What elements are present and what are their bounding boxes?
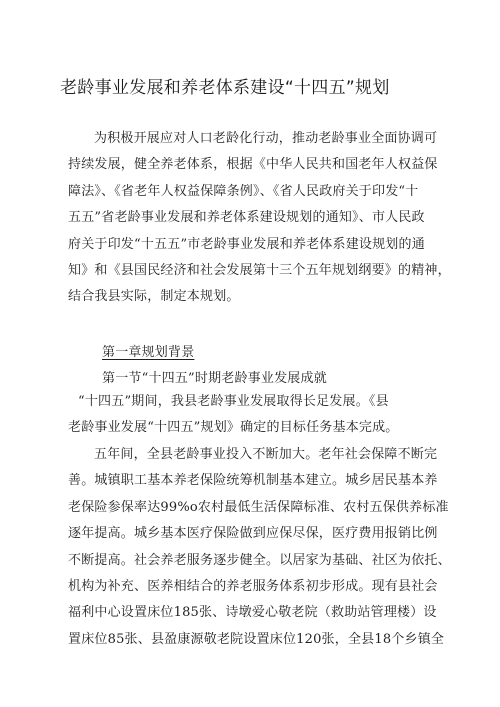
intro-line-5: 府关于印发“十五五”市老龄事业发展和养老体系建设规划的通 xyxy=(68,236,425,252)
intro-line-4: 五五”省老龄事业发展和养老体系建设规划的通知》、市人民政 xyxy=(68,210,425,226)
achievement-paragraph xyxy=(68,389,446,442)
para2-line-8: 置床位85张、县盈康源敬老院设置床位120张，全县18个乡镇全 xyxy=(68,631,445,647)
intro-line-7: 结合我县实际，制定本规划。 xyxy=(68,289,240,305)
document-title: 老龄事业发展和养老体系建设“十四五”规划 xyxy=(60,78,390,98)
section-heading: 第一节“十四五”时期老龄事业发展成就 xyxy=(102,371,327,386)
para1-line-1: “十四五”期间，我县老龄事业发展取得长足发展。《县 xyxy=(78,394,389,409)
intro-line-3: 障法》、《省老年人权益保障条例》、《省人民政府关于印发“十 xyxy=(68,183,419,199)
investment-paragraph xyxy=(68,442,451,653)
chapter-heading: 第一章规划背景 xyxy=(102,345,195,360)
intro-line-6: 知》和《县国民经济和社会发展第十三个五年规划纲要》的精神， xyxy=(68,262,451,278)
para2-line-1: 五年间，全县老龄事业投入不断加大。老年社会保障不断完 xyxy=(94,447,438,462)
para2-line-7: 福利中心设置床位185张、诗墩爱心敬老院（救助站管理楼）设 xyxy=(68,605,437,621)
intro-paragraph xyxy=(68,126,451,311)
para2-line-4: 逐年提高。城乡基本医疗保险做到应保尽保，医疗费用报销比例 xyxy=(68,526,438,542)
para2-line-3: 老保险参保率达99%o农村最低生活保障标准、农村五保供养标准 xyxy=(68,499,449,515)
intro-line-2: 持续发展，健全养老体系，根据《中华人民共和国老年人权益保 xyxy=(68,157,438,173)
intro-line-1: 为积极开展应对人口老龄化行动，推动老龄事业全面协调可 xyxy=(94,131,438,146)
para1-line-2: 老龄事业发展“十四五”规划》确定的目标任务基本完成。 xyxy=(68,420,399,436)
para2-line-5: 不断提高。社会养老服务逐步健全。以居家为基础、社区为依托、 xyxy=(68,552,451,568)
para2-line-6: 机构为补充、医养相结合的养老服务体系初步形成。现有县社会 xyxy=(68,578,438,594)
para2-line-2: 善。城镇职工基本养老保险统筹机制基本建立。城乡居民基本养 xyxy=(68,473,438,489)
